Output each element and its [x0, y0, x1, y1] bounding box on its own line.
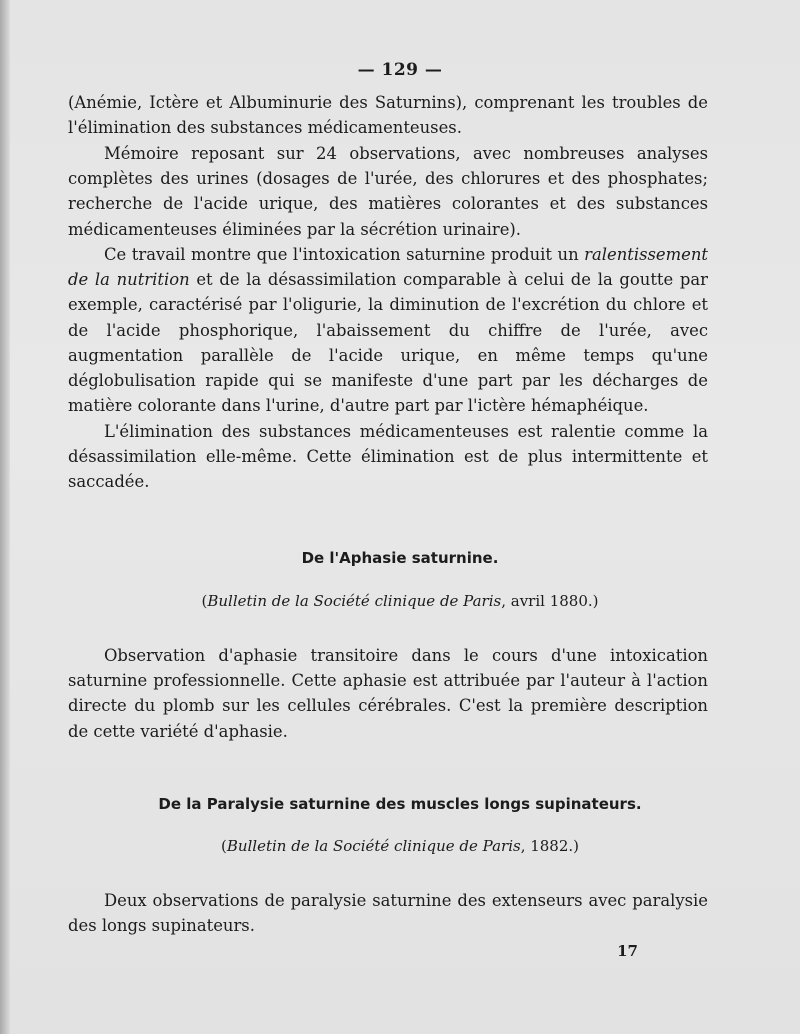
travail-emphasis: ralentissement de la nutrition	[68, 245, 708, 290]
aphasie-citation-title: Bulletin de la Société clinique de Paris	[207, 592, 502, 610]
signature-mark: 17	[617, 942, 638, 960]
paralysie-citation	[0, 837, 800, 855]
paralysie-heading: De la Paralysie saturnine des muscles longs supinateurs.	[158, 795, 642, 813]
aphasie-heading: De l'Aphasie saturnine.	[301, 549, 499, 567]
elimination-paragraph: L'élimination des substances médicamenteuses est ralentie comme la désassimilation elle-même. Cette élimination est de plus intermittente et saccadée.	[68, 422, 708, 492]
paralysie-paragraph: Deux observations de paralysie saturnine des extenseurs avec paralysie des longs supinateurs.	[68, 891, 708, 936]
aphasie-citation	[0, 592, 800, 610]
paralysie-citation-title: Bulletin de la Société clinique de Paris	[226, 837, 521, 855]
travail-text-before: Ce travail montre que l'intoxication saturnine produit un	[104, 245, 585, 264]
travail-text-after: et de la désassimilation comparable à celui de la goutte par exemple, caractérisé par l'oligurie, la diminution de l'excrétion du chlore et de l'acide phosphorique, l'abaissement du chiffre de l'urée, avec augmentation parallèle de l'acide urique, en même temps qu'une déglobulisation rapide qui se manifeste d'une part par les décharges de matière colorante dans l'urine, d'autre part par l'ictère hémaphéique.	[68, 270, 709, 416]
page-edge-shadow	[0, 0, 10, 1034]
intro-paragraph: (Anémie, Ictère et Albuminurie des Saturnins), comprenant les troubles de l'élimination des substances médicamenteuses.	[68, 93, 708, 138]
page-number: — 129 —	[357, 60, 443, 80]
aphasie-citation-date: , avril 1880.)	[501, 592, 599, 610]
paralysie-citation-open: (	[220, 837, 227, 855]
travail-paragraph	[68, 242, 708, 418]
aphasie-paragraph: Observation d'aphasie transitoire dans le cours d'une intoxication saturnine professionnelle. Cette aphasie est attribuée par l'auteur à l'action directe du plomb sur les cellules cérébrales. C'est la première description de cette variété d'aphasie.	[68, 646, 708, 741]
paralysie-citation-date: , 1882.)	[520, 837, 580, 855]
aphasie-citation-open: (	[201, 592, 208, 610]
memoire-paragraph: Mémoire reposant sur 24 observations, avec nombreuses analyses complètes des urines (dosages de l'urée, des chlorures et des phosphates; recherche de l'acide urique, des matières colorantes et des substances médicamenteuses éliminées par la sécrétion urinaire).	[68, 144, 708, 239]
